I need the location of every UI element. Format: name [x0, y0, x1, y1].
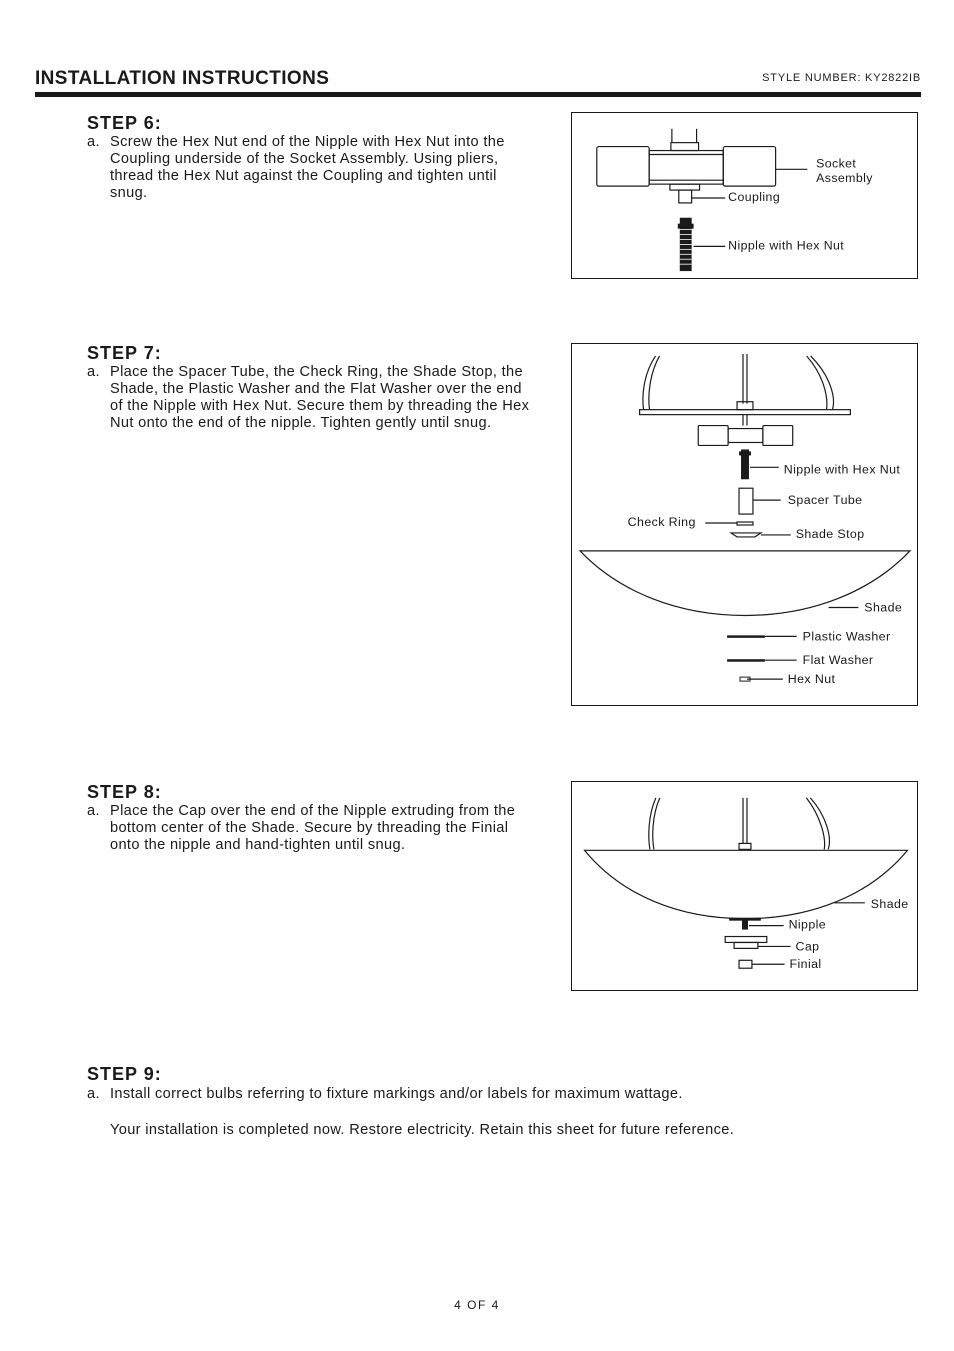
step-8-figure — [571, 781, 918, 991]
label-shade-2: Shade — [870, 896, 909, 911]
page-number: 4 OF 4 — [454, 1298, 500, 1312]
label-nipple-hex-nut: Nipple with Hex Nut — [728, 238, 845, 253]
label-coupling: Coupling — [728, 189, 781, 204]
step-6-text — [87, 134, 505, 202]
step-6-line-1: Screw the Hex Nut end of the Nipple with Hex Nut into the — [110, 134, 505, 150]
step-6-line-3: thread the Hex Nut against the Coupling and tighten until — [110, 168, 497, 184]
step-9-title: STEP 9: — [87, 1064, 162, 1084]
label-nipple-hex-nut-2: Nipple with Hex Nut — [783, 462, 901, 477]
step-6-line-4: snug. — [110, 185, 148, 201]
step-8-line-1: Place the Cap over the end of the Nipple extruding from the — [110, 803, 516, 819]
label-hex-nut: Hex Nut — [787, 672, 836, 687]
label-shade-stop: Shade Stop — [795, 526, 865, 541]
step-7-line-4: Nut onto the end of the nipple. Tighten gently until snug. — [110, 415, 492, 431]
step-8-line-3: onto the nipple and hand-tighten until snug. — [110, 837, 406, 853]
step-8-line-2: bottom center of the Shade. Secure by threading the Finial — [110, 820, 509, 836]
label-plastic-washer: Plastic Washer — [802, 629, 891, 644]
step-6-figure — [571, 112, 918, 279]
style-number: STYLE NUMBER: KY2822IB — [762, 72, 921, 84]
step-6-title: STEP 6: — [87, 113, 162, 133]
step-7-marker: a. — [87, 364, 100, 380]
label-flat-washer: Flat Washer — [802, 653, 874, 668]
socket-assembly-diagram — [572, 113, 917, 278]
label-socket-1: Socket — [816, 156, 857, 171]
completion-note: Your installation is completed now. Restore electricity. Retain this sheet for future reference. — [110, 1122, 735, 1138]
step-7-line-2: Shade, the Plastic Washer and the Flat Washer over the end — [110, 381, 522, 397]
step-9-marker: a. — [87, 1086, 100, 1102]
page-title: INSTALLATION INSTRUCTIONS — [35, 68, 330, 89]
label-check-ring: Check Ring — [627, 514, 696, 529]
label-finial: Finial — [789, 957, 822, 972]
step-9-line-1: Install correct bulbs referring to fixture markings and/or labels for maximum wattage. — [110, 1086, 683, 1102]
header-divider — [35, 92, 921, 97]
shade-assembly-diagram — [572, 344, 917, 705]
step-9-note-block — [87, 1122, 734, 1139]
cap-finial-diagram — [572, 782, 917, 990]
step-9-text — [87, 1086, 683, 1103]
label-cap: Cap — [795, 939, 820, 954]
step-7-line-3: of the Nipple with Hex Nut. Secure them by threading the Hex — [110, 398, 530, 414]
label-shade: Shade — [864, 600, 903, 615]
step-6-marker: a. — [87, 134, 100, 150]
step-8-title: STEP 8: — [87, 782, 162, 802]
step-8-text — [87, 803, 515, 854]
step-7-title: STEP 7: — [87, 343, 162, 363]
label-spacer-tube: Spacer Tube — [787, 493, 863, 508]
step-6-line-2: Coupling underside of the Socket Assembly. Using pliers, — [110, 151, 499, 167]
step-7-figure — [571, 343, 918, 706]
label-nipple: Nipple — [788, 917, 827, 932]
step-7-line-1: Place the Spacer Tube, the Check Ring, the Shade Stop, the — [110, 364, 523, 380]
step-7-text — [87, 364, 529, 432]
step-8-marker: a. — [87, 803, 100, 819]
label-socket-2: Assembly — [816, 171, 873, 186]
